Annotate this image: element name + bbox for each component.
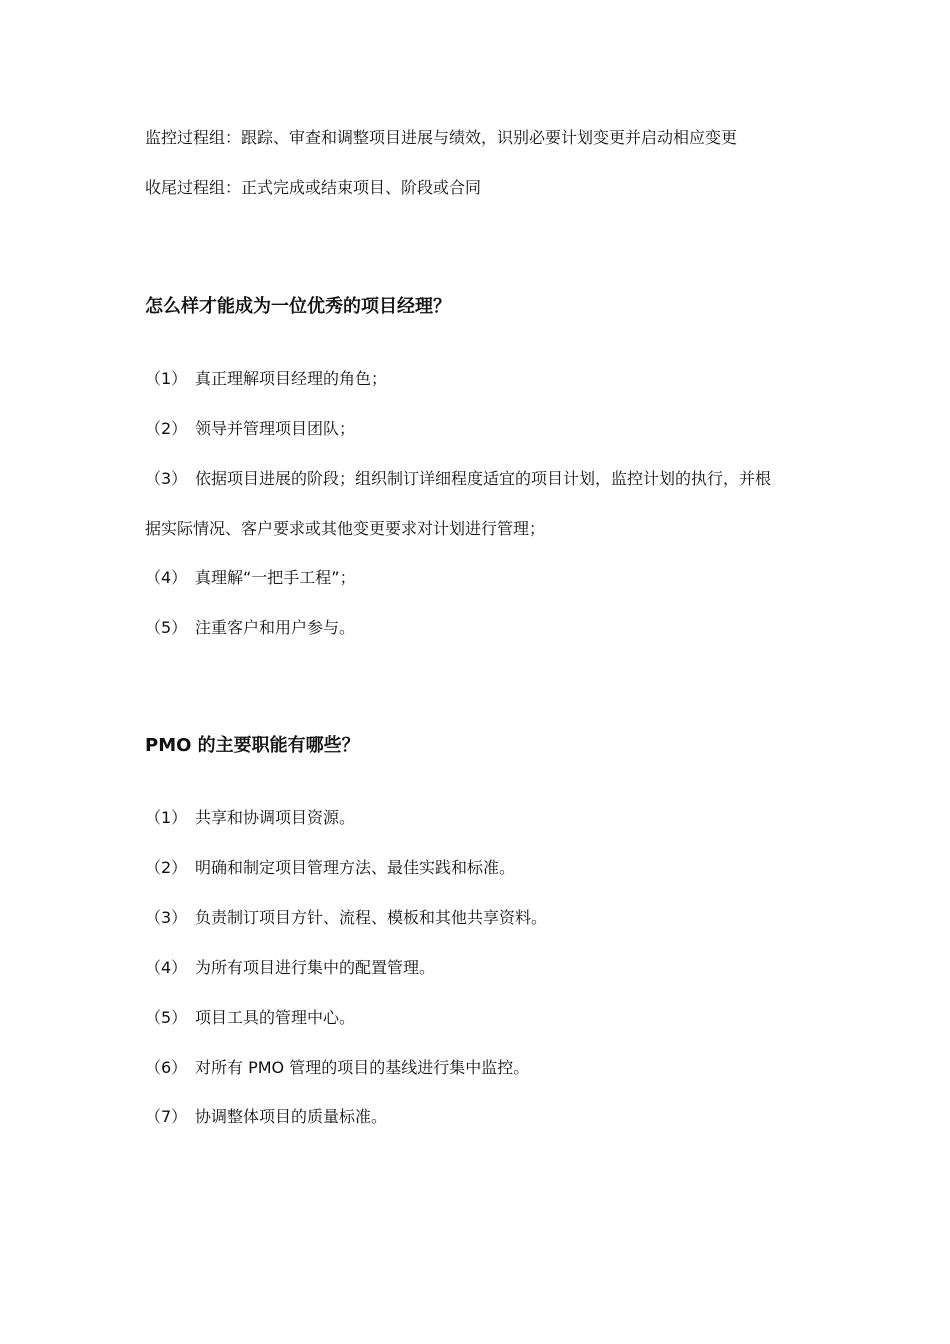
list-item-text: 对所有 PMO 管理的项目的基线进行集中监控。 [195,1058,530,1077]
list-item [145,567,825,589]
list-item-number: （2） [145,419,188,438]
list-item-number: （3） [145,908,188,927]
intro-paragraph-closing: 收尾过程组：正式完成或结束项目、阶段或合同 [145,178,482,197]
list-item [145,857,825,879]
list-item [145,468,825,490]
list-item-number: （4） [145,958,188,977]
list-item-text: 负责制订项目方针、流程、模板和其他共享资料。 [195,908,548,927]
list-item-text: 据实际情况、客户要求或其他变更要求对计划进行管理； [145,519,546,538]
list-item-text: 注重客户和用户参与。 [195,618,356,637]
list-item [145,1057,825,1079]
list-item-number: （1） [145,369,188,388]
list-item-number: （2） [145,858,188,877]
list-item-number: （1） [145,808,188,827]
list-item-text: 真正理解项目经理的角色； [195,369,388,388]
list-item-number: （3） [145,469,188,488]
list-item-number: （6） [145,1058,188,1077]
list-item-text: 真理解“一把手工程”； [195,568,356,587]
list-item [145,617,825,639]
list-item-number: （4） [145,568,188,587]
list-item-number: （5） [145,618,188,637]
list-item-text: 明确和制定项目管理方法、最佳实践和标准。 [195,858,516,877]
list-item [145,907,825,929]
list-item-number: （7） [145,1107,188,1126]
list-item-text: 项目工具的管理中心。 [195,1008,356,1027]
list-item-number: （5） [145,1008,188,1027]
list-item-text: 为所有项目进行集中的配置管理。 [195,958,436,977]
intro-paragraph-monitoring: 监控过程组：跟踪、审查和调整项目进展与绩效，识别必要计划变更并启动相应变更 [145,128,738,147]
list-item [145,807,825,829]
section-heading-pmo: PMO 的主要职能有哪些？ [145,735,360,756]
list-item [145,957,825,979]
list-item-text: 共享和协调项目资源。 [195,808,356,827]
list-item-text: 协调整体项目的质量标准。 [195,1107,388,1126]
list-item [145,1106,825,1128]
list-item [145,418,825,440]
list-item-text: 领导并管理项目团队； [195,419,356,438]
section-heading-project-manager: 怎么样才能成为一位优秀的项目经理？ [145,296,451,317]
list-item-continuation [145,518,825,540]
list-item [145,1007,825,1029]
list-item-text: 依据项目进展的阶段；组织制订详细程度适宜的项目计划，监控计划的执行，并根 [195,469,772,488]
list-item [145,368,825,390]
